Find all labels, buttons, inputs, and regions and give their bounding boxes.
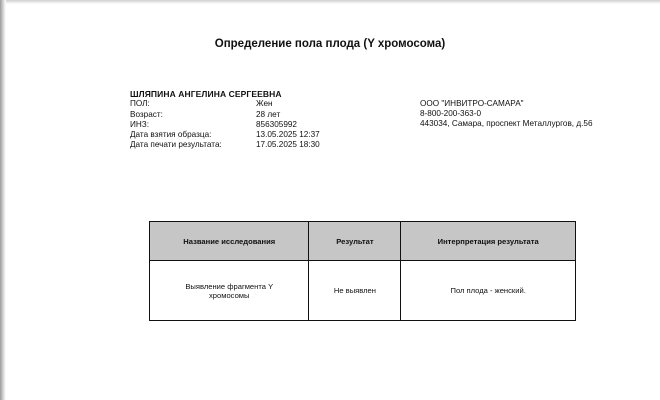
header-test-name: Название исследования <box>150 222 309 261</box>
field-label: Возраст: <box>130 110 163 119</box>
page-left-shadow <box>0 0 6 400</box>
field-value: 28 лет <box>256 110 281 119</box>
field-label: ПОЛ: <box>130 99 150 108</box>
cell-interpretation: Пол плода - женский. <box>401 261 576 321</box>
results-header-row <box>150 222 576 261</box>
laboratory-name: ООО "ИНВИТРО-САМАРА" <box>420 99 524 108</box>
field-label: ИНЗ: <box>130 120 150 129</box>
page-top-shadow <box>0 0 660 4</box>
patient-field-age <box>130 110 430 120</box>
field-label: Дата печати результата: <box>130 140 222 149</box>
header-interpretation: Интерпретация результата <box>401 222 576 261</box>
patient-field-sex <box>130 99 430 109</box>
field-label: Дата взятия образца: <box>130 130 212 139</box>
cell-result: Не выявлен <box>309 261 401 321</box>
field-value: Жен <box>256 99 273 108</box>
field-value: 856305992 <box>256 120 297 129</box>
patient-name: ШЛЯПИНА АНГЕЛИНА СЕРГЕЕВНА <box>130 89 282 99</box>
header-result: Результат <box>309 222 401 261</box>
field-value: 17.05.2025 18:30 <box>256 140 320 149</box>
cell-test-name: Выявление фрагмента Y хромосомы <box>150 261 309 321</box>
laboratory-address: 443034, Самара, проспект Металлургов, д.56 <box>420 119 593 128</box>
laboratory-phone: 8-800-200-363-0 <box>420 109 481 118</box>
table-row <box>150 261 576 321</box>
document-title: Определение пола плода (Y хромосома) <box>214 38 446 50</box>
patient-field-sample-date <box>130 130 430 140</box>
patient-field-inz <box>130 120 430 130</box>
patient-field-print-date <box>130 140 430 150</box>
laboratory-info <box>420 99 593 129</box>
results-table <box>149 221 576 321</box>
field-value: 13.05.2025 12:37 <box>256 130 320 139</box>
